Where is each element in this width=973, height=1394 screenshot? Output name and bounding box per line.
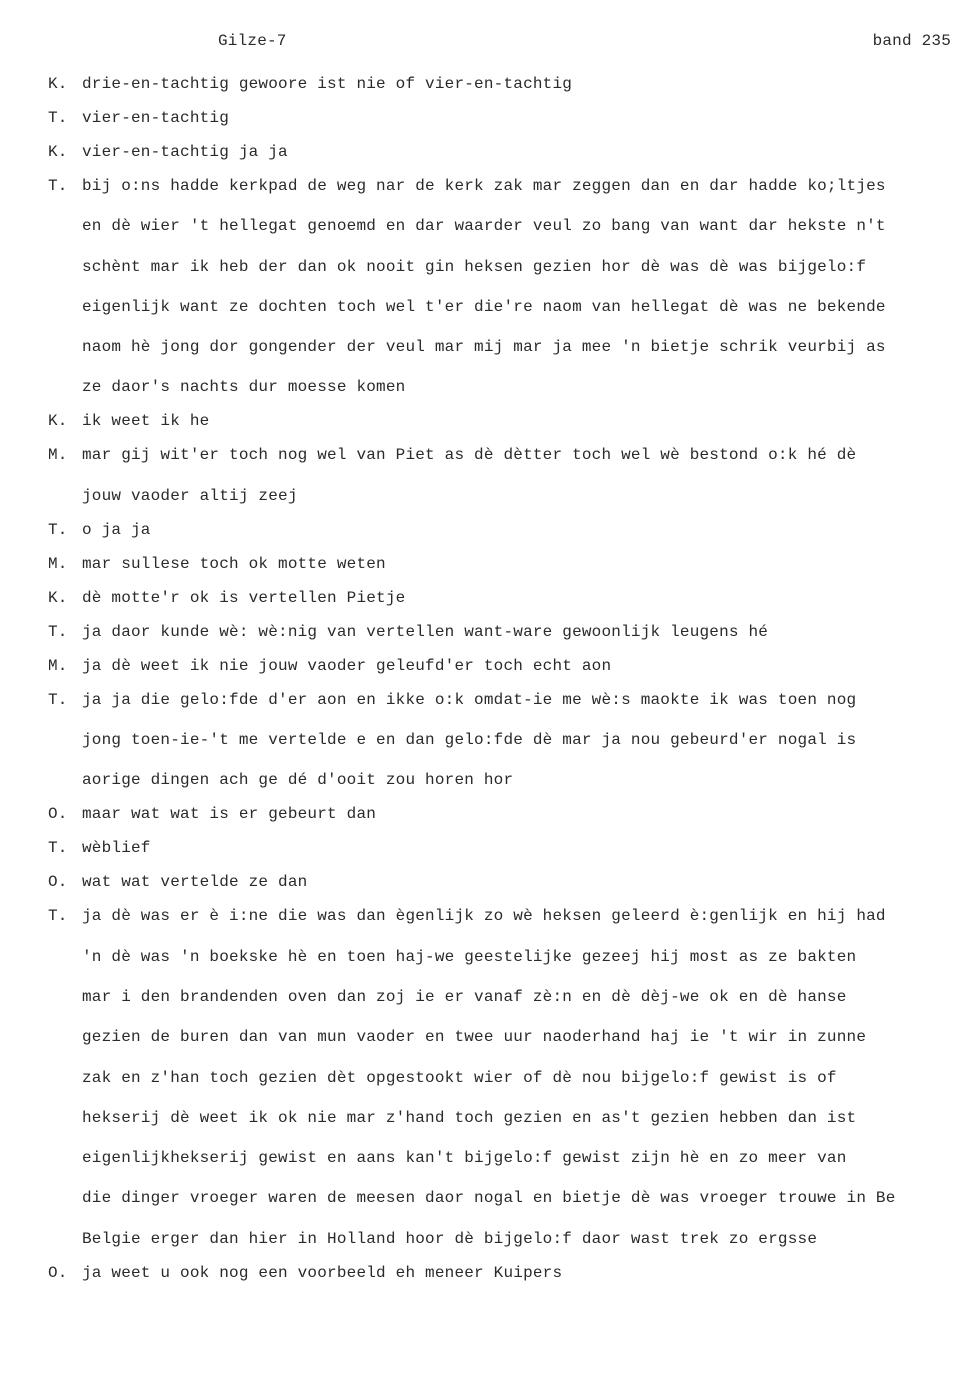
utterance-line: wat wat vertelde ze dan [82, 873, 308, 892]
utterance-line: mar gij wit'er toch nog wel van Piet as dè dètter toch wel wè bestond o:k hé dè [82, 446, 857, 465]
utterance [82, 409, 953, 433]
utterance-line: naom hè jong dor gongender der veul mar mij mar ja mee 'n bietje schrik veurbij as [82, 338, 886, 357]
speaker-label: T. [48, 907, 68, 926]
utterance-line: ja weet u ook nog een voorbeeld eh meneer Kuipers [82, 1263, 563, 1282]
utterance-line: hekserij dè weet ik ok nie mar z'hand toch gezien en as't gezien hebben dan ist [82, 1108, 857, 1127]
utterance [82, 140, 953, 164]
transcript-turn [48, 654, 953, 678]
utterance [82, 654, 953, 678]
utterance-line: ja daor kunde wè: wè:nig van vertellen want-ware gewoonlijk leugens hé [82, 622, 769, 641]
utterance-line: ja dè weet ik nie jouw vaoder geleufd'er toch echt aon [82, 656, 612, 675]
utterance [82, 870, 953, 894]
speaker-label: T. [48, 690, 68, 709]
utterance-line: vier-en-tachtig [82, 109, 230, 127]
utterance [82, 688, 953, 793]
utterance-line: wèblief [82, 839, 151, 858]
utterance-line: o ja ja [82, 520, 151, 539]
utterance-line: dè motte'r ok is vertellen Pietje [82, 588, 406, 607]
transcript-turn [48, 72, 953, 96]
utterance-line: jong toen-ie-'t me vertelde e en dan gelo:fde dè mar ja nou gebeurd'er nogal is [82, 731, 857, 750]
utterance-line: en dè wier 't hellegat genoemd en dar waarder veul zo bang van want dar hekste n't [82, 217, 886, 236]
speaker-label: K. [48, 588, 68, 607]
speaker-label: T. [48, 520, 68, 539]
utterance [82, 904, 953, 1250]
utterance-line: jouw vaoder altij zeej [82, 486, 298, 505]
utterance [82, 620, 953, 644]
document-title: Gilze-7 [218, 32, 287, 50]
utterance-line: mar i den brandenden oven dan zoj ie er vanaf zè:n en dè dèj-we ok en dè hanse [82, 987, 847, 1006]
transcript-turn [48, 443, 953, 507]
utterance-line: maar wat wat is er gebeurt dan [82, 805, 377, 824]
transcript-turn [48, 802, 953, 826]
transcript-turn [48, 586, 953, 610]
transcript-turn [48, 688, 953, 793]
transcript [48, 72, 953, 1295]
utterance [82, 174, 953, 399]
utterance [82, 106, 953, 130]
speaker-label: O. [48, 805, 68, 824]
speaker-label: K. [48, 412, 68, 431]
utterance-line: eigenlijk want ze dochten toch wel t'er die're naom van hellegat dè was ne bekende [82, 297, 886, 316]
utterance-line: vier-en-tachtig ja ja [82, 143, 288, 161]
speaker-label: K. [48, 75, 68, 93]
speaker-label: T. [48, 622, 68, 641]
transcript-turn [48, 140, 953, 164]
utterance-line: 'n dè was 'n boekske hè en toen haj-we geestelijke gezeej hij most as ze bakten [82, 947, 857, 966]
transcript-turn [48, 409, 953, 433]
utterance [82, 72, 953, 96]
transcript-turn [48, 106, 953, 130]
utterance [82, 552, 953, 576]
utterance-line: zak en z'han toch gezien dèt opgestookt wier of dè nou bijgelo:f gewist is of [82, 1068, 837, 1087]
transcript-turn [48, 518, 953, 542]
utterance-line: Belgie erger dan hier in Holland hoor dè bijgelo:f daor wast trek zo ergsse [82, 1229, 818, 1248]
transcript-turn [48, 836, 953, 860]
utterance-line: bij o:ns hadde kerkpad de weg nar de kerk zak mar zeggen dan en dar hadde ko;ltjes [82, 177, 886, 195]
speaker-label: O. [48, 873, 68, 892]
utterance [82, 1261, 953, 1285]
utterance-line: ze daor's nachts dur moesse komen [82, 378, 406, 397]
utterance-line: die dinger vroeger waren de meesen daor nogal en bietje dè was vroeger trouwe in Be [82, 1189, 896, 1208]
utterance-line: ik weet ik he [82, 412, 210, 431]
speaker-label: O. [48, 1263, 68, 1282]
utterance [82, 802, 953, 826]
transcript-turn [48, 552, 953, 576]
speaker-label: T. [48, 839, 68, 858]
band-number: band 235 [872, 32, 951, 50]
utterance [82, 836, 953, 860]
transcript-turn [48, 904, 953, 1250]
transcript-turn [48, 1261, 953, 1285]
utterance-line: gezien de buren dan van mun vaoder en twee uur naoderhand haj ie 't wir in zunne [82, 1028, 867, 1047]
speaker-label: M. [48, 446, 68, 465]
speaker-label: K. [48, 143, 68, 161]
utterance-line: mar sullese toch ok motte weten [82, 554, 386, 573]
utterance [82, 443, 953, 507]
utterance [82, 518, 953, 542]
utterance-line: aorige dingen ach ge dé d'ooit zou horen hor [82, 771, 514, 790]
transcript-turn [48, 174, 953, 399]
speaker-label: M. [48, 554, 68, 573]
speaker-label: T. [48, 109, 68, 127]
transcript-turn [48, 870, 953, 894]
utterance-line: schènt mar ik heb der dan ok nooit gin heksen gezien hor dè was dè was bijgelo:f [82, 257, 867, 276]
utterance-line: drie-en-tachtig gewoore ist nie of vier-en-tachtig [82, 75, 573, 93]
utterance-line: ja dè was er è i:ne die was dan ègenlijk zo wè heksen geleerd è:genlijk en hij had [82, 907, 886, 926]
utterance-line: ja ja die gelo:fde d'er aon en ikke o:k omdat-ie me wè:s maokte ik was toen nog [82, 690, 857, 709]
utterance-line: eigenlijkhekserij gewist en aans kan't bijgelo:f gewist zijn hè en zo meer van [82, 1149, 847, 1168]
speaker-label: M. [48, 656, 68, 675]
transcript-turn [48, 620, 953, 644]
speaker-label: T. [48, 177, 68, 195]
utterance [82, 586, 953, 610]
